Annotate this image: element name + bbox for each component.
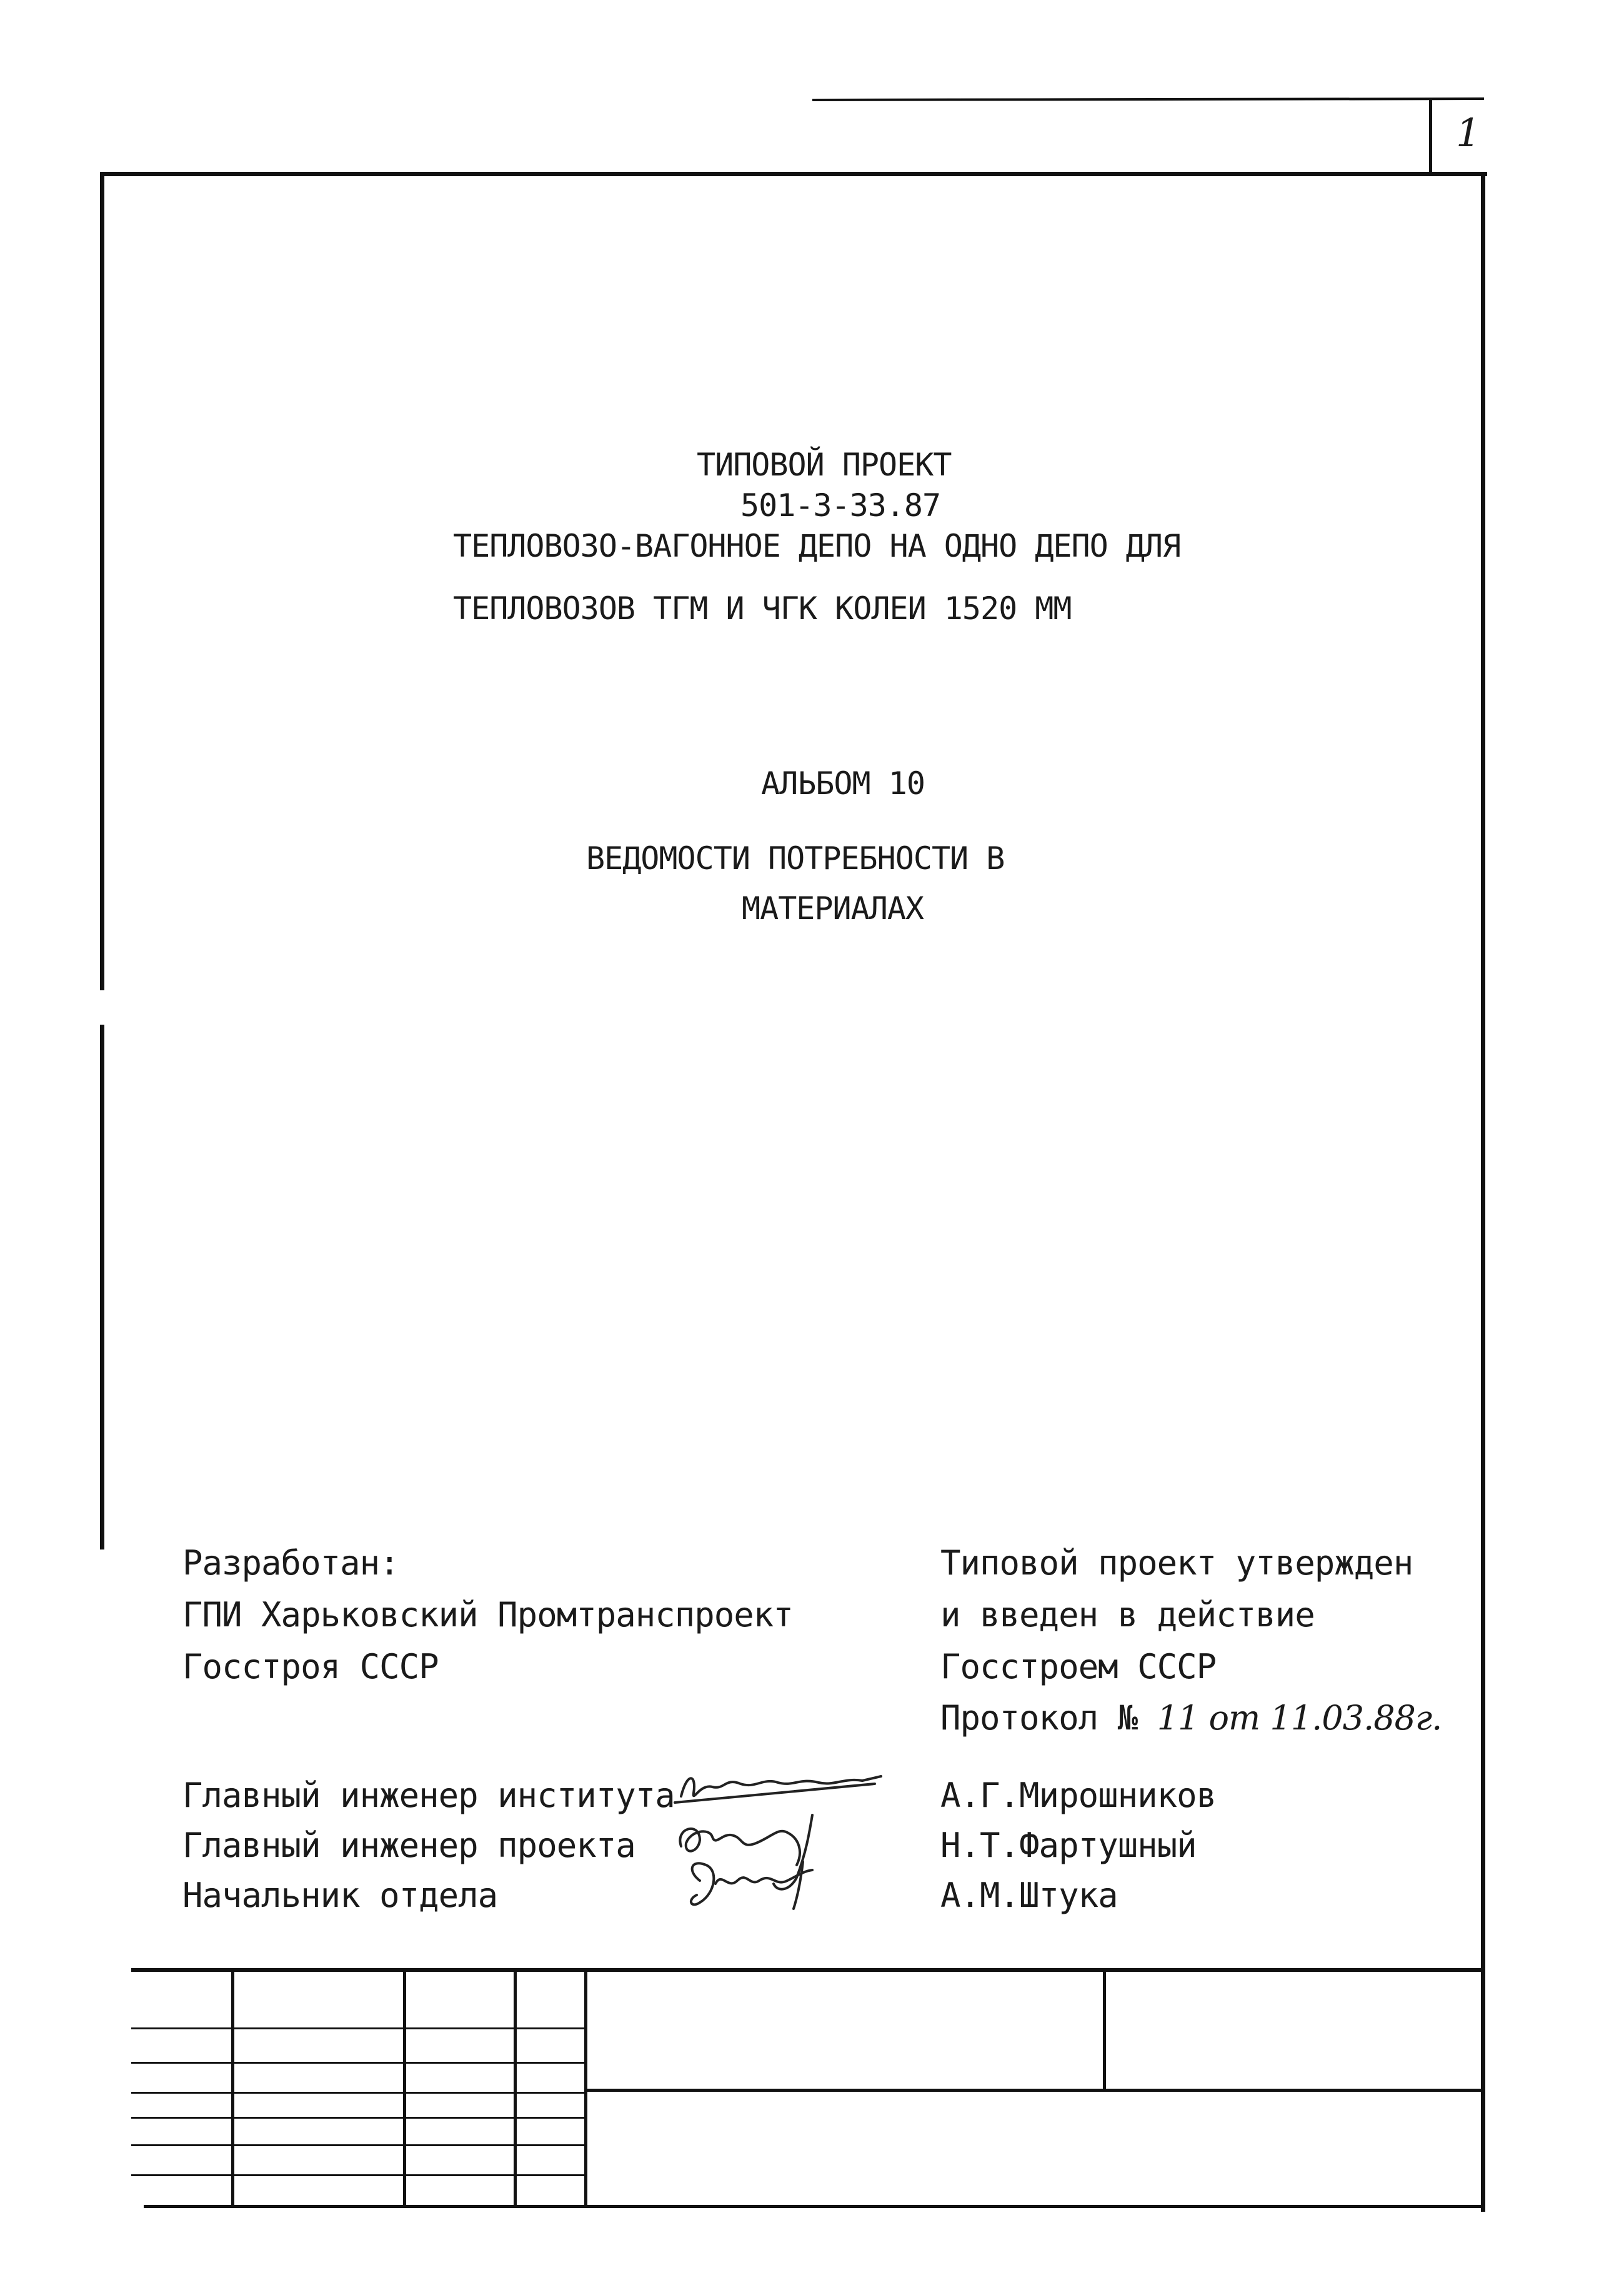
signature-1 bbox=[675, 1776, 881, 1803]
album-number: АЛЬБОМ 10 bbox=[761, 765, 925, 802]
protocol-from: от bbox=[1198, 1698, 1270, 1738]
developer-ministry: Госстроя СССР bbox=[182, 1647, 439, 1686]
project-title-line2: ТЕПЛОВОЗОВ ТГМ И ЧГК КОЛЕИ 1520 ММ bbox=[453, 590, 1072, 627]
signatory-role: Главный инженер проекта bbox=[182, 1826, 635, 1865]
project-title-line1: ТЕПЛОВОЗО-ВАГОННОЕ ДЕПО НА ОДНО ДЕПО ДЛЯ bbox=[453, 528, 1181, 564]
stamp-bottom-border bbox=[144, 2205, 1484, 2208]
page-number-box-top bbox=[812, 97, 1484, 101]
stamp-divider bbox=[131, 2117, 587, 2119]
page-number-box-divider bbox=[1429, 98, 1432, 172]
stamp-column bbox=[514, 1968, 517, 2206]
signatory-role: Главный инженер института bbox=[182, 1776, 675, 1815]
protocol-label: Протокол № bbox=[940, 1698, 1157, 1738]
handwritten-signatures bbox=[662, 1759, 912, 1927]
album-title-line2: МАТЕРИАЛАХ bbox=[742, 890, 924, 927]
stamp-divider bbox=[131, 2092, 587, 2094]
title-block-stamp bbox=[131, 1968, 1484, 2209]
signatory-role: Начальник отдела bbox=[182, 1876, 498, 1915]
stamp-column bbox=[231, 1968, 234, 2206]
protocol-date: 11.03.88г. bbox=[1270, 1698, 1442, 1738]
approval-protocol bbox=[940, 1698, 1442, 1738]
stamp-top-border bbox=[131, 1968, 1484, 1972]
project-type: ТИПОВОЙ ПРОЕКТ bbox=[697, 447, 952, 483]
developer-label: Разработан: bbox=[182, 1543, 399, 1583]
stamp-divider bbox=[131, 2174, 587, 2176]
approval-line1: Типовой проект утвержден bbox=[940, 1543, 1413, 1583]
stamp-divider bbox=[131, 2144, 587, 2146]
project-code: 501-3-33.87 bbox=[740, 487, 941, 524]
stamp-column bbox=[1103, 1968, 1106, 2090]
page-number: 1 bbox=[1456, 110, 1481, 156]
protocol-number: 11 bbox=[1157, 1698, 1199, 1738]
developer-organization: ГПИ Харьковский Промтранспроект bbox=[182, 1595, 793, 1634]
stamp-divider bbox=[131, 2027, 587, 2029]
stamp-divider bbox=[587, 2089, 1484, 2092]
frame-right-border bbox=[1481, 172, 1485, 2212]
signatory-name: А.М.Штука bbox=[940, 1876, 1118, 1915]
signature-3 bbox=[691, 1862, 812, 1909]
signatory-name: А.Г.Мирошников bbox=[940, 1776, 1217, 1815]
approval-line3: Госстроем СССР bbox=[940, 1647, 1217, 1686]
approval-line2: и введен в действие bbox=[940, 1595, 1315, 1634]
frame-left-border-lower bbox=[100, 1025, 104, 1549]
frame-left-border bbox=[100, 172, 104, 990]
stamp-divider bbox=[131, 2062, 587, 2064]
stamp-column bbox=[403, 1968, 406, 2206]
signatory-name: Н.Т.Фартушный bbox=[940, 1826, 1197, 1865]
stamp-column bbox=[584, 1968, 587, 2206]
frame-top-border bbox=[100, 172, 1487, 176]
album-title-line1: ВЕДОМОСТИ ПОТРЕБНОСТИ В bbox=[586, 840, 1005, 877]
